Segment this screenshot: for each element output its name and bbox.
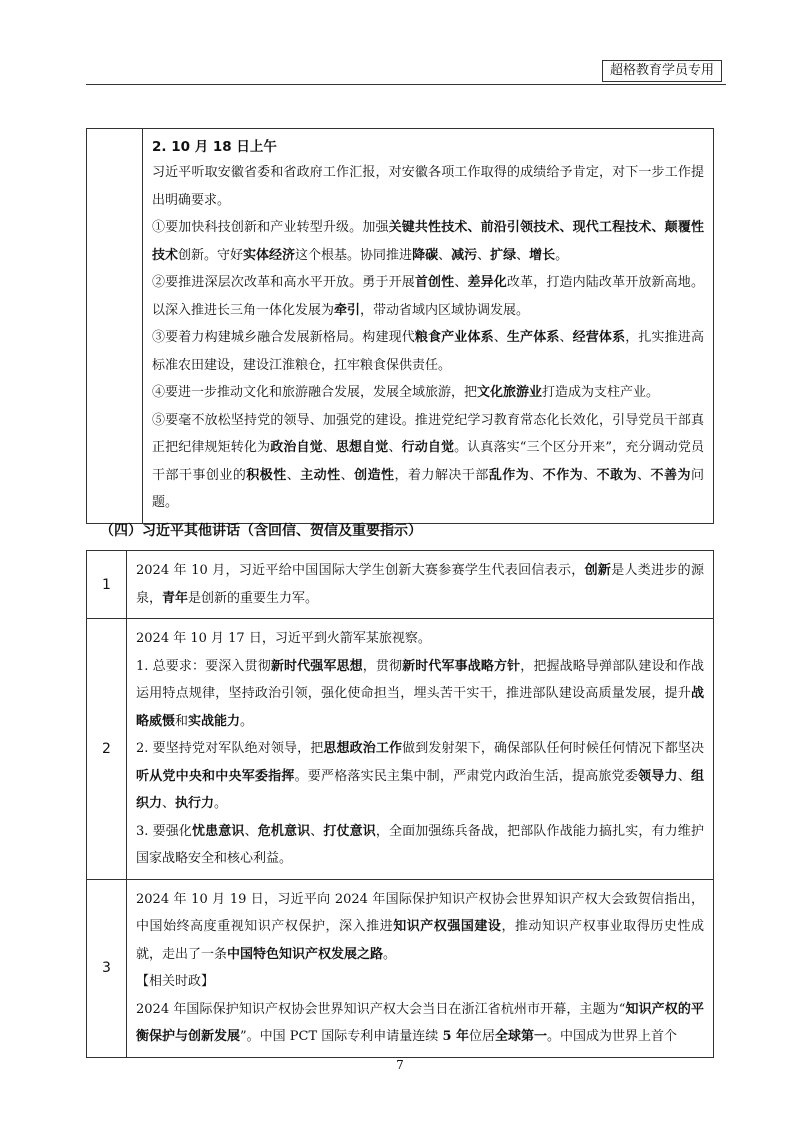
bold-term: 战略威慑: [136, 686, 704, 729]
paragraph: [152, 159, 704, 214]
text-run: ，着力解决干部: [394, 467, 489, 483]
speeches-table-body: [87, 551, 714, 1058]
paragraph: [136, 996, 704, 1051]
page-number: 7: [396, 1058, 404, 1072]
table-row: [87, 879, 714, 1057]
text-run: 创新。守好: [178, 247, 244, 263]
bold-term: 听从党中央和中央军委指挥: [136, 768, 295, 784]
text-run: 2. 要坚持党对军队绝对领导，把: [136, 741, 324, 756]
bold-term: 危机意识: [257, 823, 311, 839]
text-run: 是创新的重要生力军。: [188, 590, 319, 606]
bold-term: 全球第一: [495, 1029, 548, 1044]
paragraph: [136, 968, 704, 996]
bold-term: 执行力: [175, 796, 215, 811]
row-content: [127, 879, 714, 1057]
text-run: ，全面加强练兵备战，把部队作战能力搞扎实，有力维护国家战略安全和核心利益。: [136, 823, 704, 866]
bold-term: 不作为: [542, 467, 584, 483]
text-run: ，扎实推进高标准农田建设，建设江淮粮仓，扛牢粮食保供责任。: [152, 330, 704, 373]
bold-term: 实体经济: [243, 247, 296, 263]
text-run: 2024 年 10 月 19 日，习近平向 2024 年国际保护知识产权协会世界知识产权大会致贺信指出，中国始终高度重视知识产权保护，深入推进: [136, 891, 704, 934]
paragraph: [152, 407, 704, 517]
meeting-heading: 2. 10 月 18 日上午: [152, 139, 277, 155]
text-run: 。: [555, 247, 569, 263]
row-number: 1: [87, 551, 127, 619]
text-run: 、: [286, 467, 301, 483]
text-run: ”。中国 PCT 国际专利申请量连续: [240, 1029, 443, 1044]
bold-term: 知识产权的平衡保护与创新发展: [136, 1001, 704, 1044]
bold-term: 新时代军事战略方针: [402, 658, 521, 674]
section-title: （四）习近平其他讲话（含回信、贺信及重要指示）: [100, 523, 422, 539]
bold-term: 5 年: [442, 1029, 470, 1044]
text-run: 2024 年 10 月 17 日，习近平到火箭军某旅视察。: [136, 631, 431, 646]
bold-term: 文化旅游业: [477, 385, 543, 400]
bold-term: 行动自觉: [401, 440, 455, 455]
text-run: ③要着力构建城乡融合发展新格局。构建现代: [152, 330, 415, 345]
text-run: 3. 要强化: [136, 823, 193, 839]
bold-term: 经营体系: [572, 330, 626, 345]
text-run: 问题。: [152, 467, 704, 510]
paragraph: [136, 625, 704, 653]
bold-term: 组织力: [136, 768, 704, 811]
text-run: ④要进一步推动文化和旅游融合发展，发展全域旅游，把: [152, 385, 478, 400]
text-run: 、: [454, 275, 468, 290]
text-run: 【相关时政】: [136, 974, 215, 989]
text-run: ，贯彻: [362, 658, 403, 674]
bold-term: 领导力: [638, 768, 678, 784]
text-run: 、: [493, 330, 507, 345]
text-run: ，推动知识产权事业取得历史性成就，走出了一条: [136, 919, 704, 962]
text-run: 位居: [469, 1029, 496, 1044]
bold-term: 中国特色知识产权发展之路: [227, 946, 384, 962]
bold-term: 不善为: [650, 467, 691, 483]
bold-term: 新时代强军思想: [270, 658, 363, 674]
bold-term: 创新: [584, 563, 612, 578]
bold-term: 粮食产业体系: [414, 330, 494, 345]
bold-term: 牵引: [334, 302, 361, 318]
text-run: 2024 年国际保护知识产权协会世界知识产权大会当日在浙江省杭州市开幕，主题为“: [136, 1001, 626, 1017]
text-run: ②要推进深层次改革和高水平开放。勇于开展: [152, 275, 415, 290]
text-run: 、: [244, 823, 258, 839]
text-run: 2024 年 10 月，习近平给中国国际大学生创新大赛参赛学生代表回信表示，: [136, 563, 585, 578]
bold-term: 思想政治工作: [323, 741, 403, 756]
bold-term: 关键共性技术、前沿引领技术、现代工程技术、颠覆性技术: [152, 220, 704, 263]
text-run: 做到发射架下，确保部队任何时候任何情况下都坚决: [402, 741, 704, 756]
bold-term: 不敢为: [596, 467, 638, 483]
bold-term: 积极性: [246, 467, 287, 483]
paragraph: [136, 886, 704, 969]
text-run: 这个根基。协同推进: [295, 247, 413, 263]
text-run: 、: [529, 467, 543, 483]
meeting-paragraphs: [152, 159, 704, 517]
paragraph: [152, 269, 704, 324]
text-run: 、: [516, 247, 530, 263]
bold-term: 生产体系: [506, 330, 560, 345]
text-run: ，把握战略导弹部队建设和作战运用特点规律，坚持政治引领，强化使命担当，埋头苦干实干，推进部队建设高质量发展，提升: [136, 658, 704, 701]
row-content: [127, 551, 714, 619]
paragraph: [152, 324, 704, 379]
text-run: 。: [214, 796, 228, 811]
table-row: [87, 619, 714, 880]
text-run: ，带动省域内区域协调发展。: [360, 302, 530, 318]
row-number: 3: [87, 879, 127, 1057]
text-run: 。认真落实“三个区分开来”，充分调动党员干部干事创业的: [152, 440, 704, 483]
text-run: 、: [438, 247, 452, 263]
text-run: 。: [383, 946, 397, 962]
row-content: [127, 619, 714, 880]
text-run: 习近平听取安徽省委和省政府工作汇报，对安徽各项工作取得的成绩给予肯定，对下一步工作提出明确要求。: [152, 165, 704, 208]
text-run: 1. 总要求：要深入贯彻: [136, 658, 271, 674]
speeches-table: [86, 550, 714, 1058]
bold-term: 降碳: [412, 247, 439, 263]
bold-term: 差异化: [467, 275, 507, 290]
header-rule: [86, 84, 726, 85]
text-run: 、: [477, 247, 491, 263]
bold-term: 忧患意识: [192, 823, 245, 839]
paragraph: [152, 214, 704, 269]
text-run: 是人类进步的源泉，: [136, 563, 704, 606]
text-run: ⑤要毫不放松坚持党的领导、加强党的建设。推进党纪学习教育常态化长效化，引导党员干部真正把纪律规矩转化为: [152, 412, 704, 455]
empty-index-cell: [87, 129, 143, 524]
bold-term: 青年: [162, 590, 189, 606]
text-run: 、: [310, 823, 324, 839]
header-badge: 超格教育学员专用: [602, 60, 722, 82]
paragraph: [152, 379, 704, 407]
text-run: 、: [388, 440, 402, 455]
paragraph: [136, 557, 704, 612]
paragraph: [136, 735, 704, 818]
text-run: 改革，打造内陆改革开放新高地。以深入推进长三角一体化发展为: [152, 275, 704, 318]
text-run: 、: [559, 330, 573, 345]
bold-term: 打仗意识: [323, 823, 376, 839]
bold-term: 主动性: [300, 467, 341, 483]
continuation-table: [86, 128, 714, 524]
text-run: 、: [162, 796, 176, 811]
bold-term: 政治自觉: [270, 440, 323, 455]
text-run: 、: [637, 467, 651, 483]
bold-term: 思想自觉: [335, 440, 389, 455]
bold-term: 首创性: [414, 275, 455, 290]
bold-term: 减污: [451, 247, 478, 263]
text-run: 。: [240, 713, 254, 729]
bold-term: 创造性: [354, 467, 395, 483]
bold-term: 增长: [529, 247, 556, 263]
text-run: ①要加快科技创新和产业转型升级。加强: [152, 220, 389, 235]
paragraph: [136, 818, 704, 873]
text-run: 和: [175, 713, 189, 729]
bold-term: 实战能力: [188, 713, 241, 729]
bold-term: 知识产权强国建设: [393, 919, 502, 934]
meeting-content-cell: [143, 129, 714, 524]
paragraph: [136, 653, 704, 736]
bold-term: 扩绿: [490, 247, 517, 263]
text-run: 、: [677, 768, 691, 784]
bold-term: 乱作为: [488, 467, 530, 483]
text-run: 、: [583, 467, 597, 483]
table-row: [87, 551, 714, 619]
text-run: 。要严格落实民主集中制，严肃党内政治生活，提高旅党委: [294, 768, 639, 784]
text-run: 、: [340, 467, 355, 483]
text-run: 。中国成为世界上首个: [547, 1029, 678, 1044]
text-run: 、: [322, 440, 336, 455]
text-run: 打造成为支柱产业。: [542, 385, 660, 400]
row-number: 2: [87, 619, 127, 880]
